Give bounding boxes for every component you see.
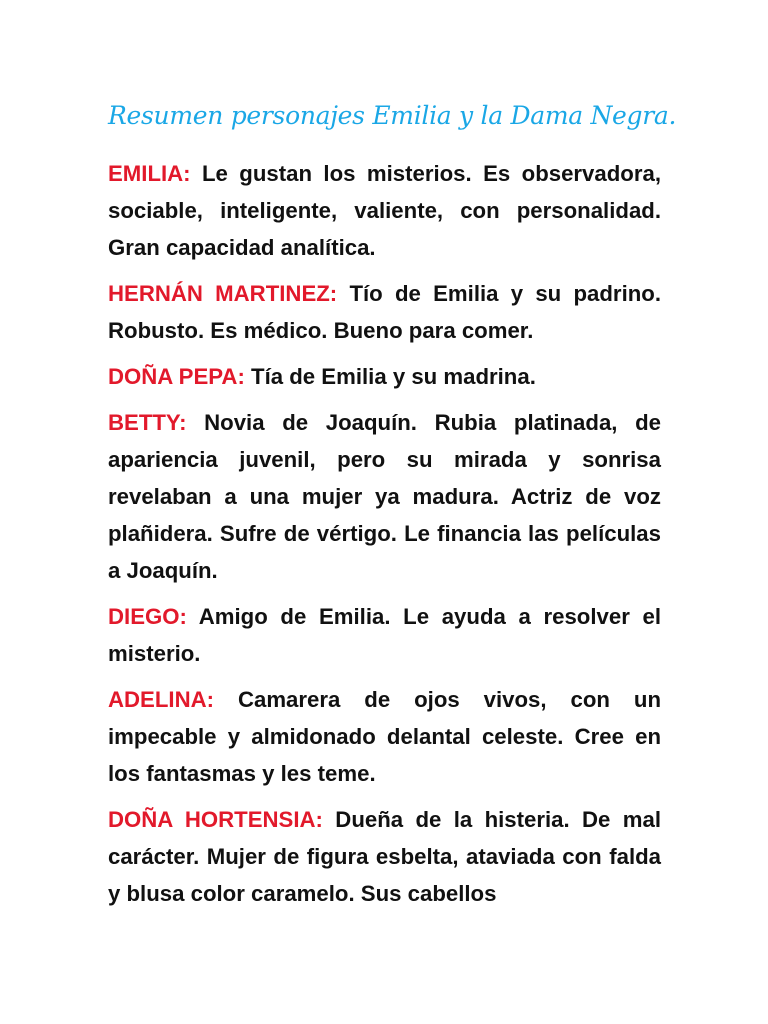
character-name: HERNÁN MARTINEZ:: [108, 281, 338, 306]
character-entry: [108, 681, 661, 792]
character-description: Novia de Joaquín. Rubia platinada, de apariencia juvenil, pero su mirada y sonrisa revelaban a una mujer ya madura. Actriz de voz plañidera. Sufre de vértigo. Le financia las películas a Joaquín.: [108, 410, 661, 583]
character-name: DIEGO:: [108, 604, 187, 629]
character-name: BETTY:: [108, 410, 187, 435]
character-description: Le gustan los misterios. Es observadora, sociable, inteligente, valiente, con personalidad. Gran capacidad analítica.: [108, 161, 661, 260]
character-entry: [108, 275, 661, 349]
character-entry: [108, 404, 661, 589]
character-entry: [108, 801, 661, 912]
character-description: Amigo de Emilia. Le ayuda a resolver el misterio.: [108, 604, 662, 666]
character-description: Camarera de ojos vivos, con un impecable y almidonado delantal celeste. Cree en los fantasmas y les teme.: [108, 687, 662, 786]
character-name: DOÑA PEPA:: [108, 364, 245, 389]
character-description: Tía de Emilia y su madrina.: [251, 364, 536, 389]
character-name: EMILIA:: [108, 161, 191, 186]
character-description: Dueña de la histeria. De mal carácter. Mujer de figura esbelta, ataviada con falda y blusa color caramelo. Sus cabellos: [108, 807, 661, 906]
document-title: Resumen personajes Emilia y la Dama Negra.: [108, 101, 677, 130]
character-name: DOÑA HORTENSIA:: [108, 807, 323, 832]
character-entry: [108, 598, 661, 672]
character-entry: [108, 358, 661, 395]
character-name: ADELINA:: [108, 687, 214, 712]
character-description: Tío de Emilia y su padrino. Robusto. Es médico. Bueno para comer.: [108, 281, 662, 343]
character-list: [108, 155, 661, 921]
character-entry: [108, 155, 661, 266]
